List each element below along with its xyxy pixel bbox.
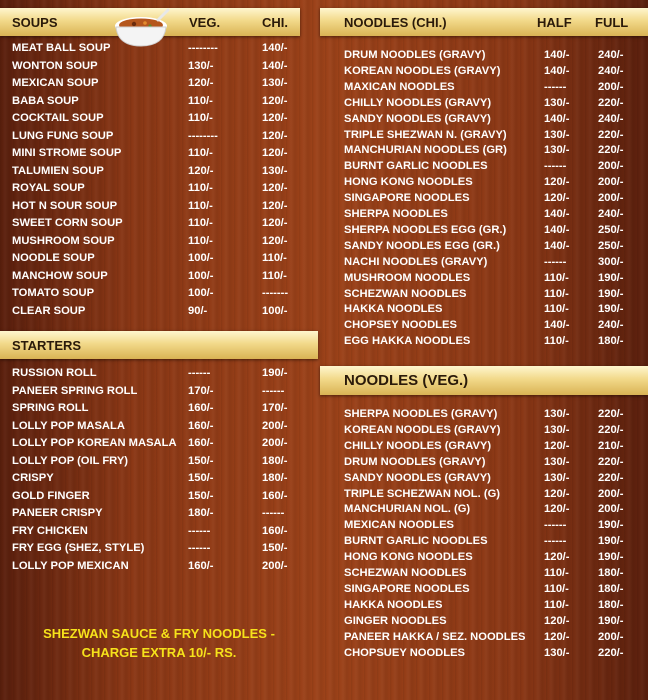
menu-item-row (0, 147, 318, 164)
menu-item-name: SHERPA NOODLES EGG (GR.) (344, 223, 507, 236)
menu-item-row (0, 165, 318, 182)
menu-item-half: 110/- (544, 303, 569, 316)
menu-item-veg: 150/- (188, 454, 214, 467)
menu-item-full: 200/- (598, 192, 624, 205)
menu-item-half: 130/- (544, 423, 570, 436)
menu-item-half: ------ (544, 255, 567, 268)
menu-item-half: 120/- (544, 503, 570, 516)
menu-item-name: PANEER SPRING ROLL (12, 384, 138, 397)
menu-item-row (318, 440, 648, 457)
starters-title: STARTERS (12, 338, 82, 353)
menu-item-half: 140/- (544, 223, 570, 236)
menu-item-name: TOMATO SOUP (12, 287, 95, 299)
menu-item-chi: 120/- (262, 129, 288, 142)
menu-item-name: HAKKA NOODLES (344, 303, 443, 316)
menu-item-half: 140/- (544, 112, 570, 125)
menu-item-name: PANEER CRISPY (12, 507, 103, 519)
menu-item-chi: ------ (262, 507, 285, 519)
menu-item-row (318, 519, 648, 536)
menu-item-row (318, 472, 648, 489)
menu-item-row (318, 65, 648, 82)
menu-item-full: 180/- (598, 582, 624, 595)
menu-item-chi: 120/- (262, 234, 288, 247)
menu-item-row (0, 385, 318, 402)
menu-item-row (318, 192, 648, 209)
menu-item-half: 120/- (544, 614, 570, 627)
menu-item-half: 120/- (544, 439, 570, 452)
menu-item-full: 240/- (598, 112, 624, 125)
menu-item-name: SANDY NOODLES EGG (GR.) (344, 239, 500, 252)
menu-item-name: SCHEZWAN NOODLES (344, 567, 467, 579)
menu-item-full: 220/- (598, 144, 624, 157)
noodles-veg-header (320, 366, 648, 395)
menu-item-full: 180/- (598, 335, 624, 348)
menu-item-veg: 120/- (188, 164, 214, 177)
menu-item-row (0, 42, 318, 59)
menu-item-veg: 180/- (188, 507, 214, 519)
menu-item-veg: 110/- (188, 234, 213, 247)
menu-item-veg: 110/- (188, 182, 213, 194)
menu-item-row (318, 335, 648, 352)
soups-title: SOUPS (12, 15, 58, 30)
menu-item-full: 220/- (598, 408, 624, 420)
menu-item-row (318, 535, 648, 552)
menu-item-name: SANDY NOODLES (GRAVY) (344, 112, 491, 125)
menu-item-chi: ------ (262, 384, 285, 397)
menu-item-full: 240/- (598, 49, 624, 61)
menu-item-row (0, 95, 318, 112)
menu-item-name: MEXICAN NOODLES (344, 519, 455, 532)
menu-item-row (318, 615, 648, 632)
menu-item-name: HOT N SOUR SOUP (12, 199, 118, 212)
menu-item-row (318, 144, 648, 161)
menu-item-full: 250/- (598, 223, 624, 236)
menu-item-half: 130/- (544, 471, 570, 484)
menu-item-name: MINI STROME SOUP (12, 147, 122, 159)
menu-item-name: KOREAN NOODLES (GRAVY) (344, 64, 501, 77)
menu-item-full: 200/- (598, 80, 624, 93)
menu-item-full: 220/- (598, 455, 624, 468)
menu-item-name: SINGAPORE NOODLES (344, 192, 470, 205)
menu-item-row (0, 217, 318, 234)
menu-item-name: RUSSION ROLL (12, 367, 97, 379)
menu-item-name: CHILLY NOODLES (GRAVY) (344, 439, 492, 452)
menu-item-chi: 130/- (262, 77, 288, 89)
note-line-1: SHEZWAN SAUCE & FRY NOODLES - (43, 626, 275, 641)
menu-item-veg: ------ (188, 524, 211, 537)
menu-item-row (318, 647, 648, 664)
menu-item-chi: 140/- (262, 59, 288, 72)
menu-item-name: TALUMIEN SOUP (12, 164, 104, 177)
menu-item-half: 130/- (544, 128, 570, 141)
menu-item-half: 130/- (544, 144, 570, 157)
menu-item-half: ------ (544, 535, 567, 548)
menu-item-chi: 160/- (262, 524, 288, 537)
menu-item-row (0, 287, 318, 304)
menu-item-full: 200/- (598, 160, 624, 173)
menu-item-full: 200/- (598, 176, 624, 189)
menu-item-name: CHOPSEY NOODLES (344, 319, 457, 332)
menu-item-half: 140/- (544, 319, 570, 332)
menu-item-name: MAXICAN NOODLES (344, 80, 455, 93)
menu-item-row (0, 490, 318, 507)
noodles-chi-title: NOODLES (CHI.) (344, 15, 447, 30)
menu-item-name: CHOPSUEY NOODLES (344, 646, 466, 659)
menu-item-name: SWEET CORN SOUP (12, 217, 123, 229)
menu-item-veg: 150/- (188, 472, 214, 484)
menu-item-name: LOLLY POP (OIL FRY) (12, 454, 129, 467)
menu-item-half: 130/- (544, 455, 570, 468)
menu-item-chi: 170/- (262, 402, 288, 414)
menu-item-veg: -------- (188, 42, 218, 54)
menu-item-name: HAKKA NOODLES (344, 598, 443, 611)
menu-item-half: 130/- (544, 646, 570, 659)
menu-item-veg: 150/- (188, 489, 214, 502)
menu-item-name: LUNG FUNG SOUP (12, 129, 114, 142)
menu-item-veg: 160/- (188, 437, 214, 449)
menu-item-full: 190/- (598, 519, 624, 532)
menu-item-full: 190/- (598, 535, 624, 548)
noodles-chi-col-full: FULL (595, 15, 629, 30)
menu-item-name: HONG KONG NOODLES (344, 176, 473, 189)
menu-item-chi: 180/- (262, 454, 288, 467)
menu-item-name: SPRING ROLL (12, 402, 89, 414)
menu-item-row (0, 182, 318, 199)
menu-item-full: 190/- (598, 271, 624, 284)
menu-item-veg: 100/- (188, 287, 214, 299)
soups-col-chi: CHI. (262, 15, 288, 30)
menu-item-name: CHILLY NOODLES (GRAVY) (344, 96, 492, 109)
menu-item-row (0, 367, 318, 384)
menu-item-name: MANCHOW SOUP (12, 269, 108, 282)
menu-item-name: MEXICAN SOUP (12, 77, 99, 89)
menu-item-row (0, 560, 318, 577)
menu-item-row (318, 599, 648, 616)
menu-item-full: 190/- (598, 303, 624, 316)
menu-item-row (0, 437, 318, 454)
menu-item-row (318, 49, 648, 66)
menu-item-name: MEAT BALL SOUP (12, 42, 111, 54)
menu-item-half: 120/- (544, 192, 570, 205)
menu-item-chi: 200/- (262, 419, 288, 432)
menu-item-chi: 120/- (262, 112, 288, 124)
menu-item-chi: 120/- (262, 147, 288, 159)
menu-item-chi: 200/- (262, 559, 288, 572)
menu-item-half: 120/- (544, 630, 570, 643)
menu-item-name: MUSHROOM NOODLES (344, 271, 471, 284)
menu-item-half: 120/- (544, 487, 570, 500)
menu-item-full: 240/- (598, 208, 624, 220)
menu-item-row (0, 472, 318, 489)
menu-item-full: 300/- (598, 255, 624, 268)
menu-item-name: GINGER NOODLES (344, 614, 447, 627)
menu-item-name: LOLLY POP KOREAN MASALA (12, 437, 177, 449)
menu-item-veg: 120/- (188, 77, 214, 89)
menu-item-full: 220/- (598, 471, 624, 484)
menu-item-half: 110/- (544, 582, 569, 595)
menu-item-half: 130/- (544, 408, 570, 420)
menu-item-chi: 110/- (262, 252, 287, 264)
menu-item-name: MANCHURIAN NOODLES (GR) (344, 144, 507, 157)
menu-item-row (318, 303, 648, 320)
menu-item-half: 120/- (544, 551, 570, 564)
menu-item-row (0, 507, 318, 524)
menu-item-row (318, 631, 648, 648)
menu-item-chi: 200/- (262, 437, 288, 449)
menu-item-veg: 110/- (188, 94, 213, 107)
menu-item-row (0, 252, 318, 269)
menu-item-full: 220/- (598, 423, 624, 436)
menu-item-full: 250/- (598, 239, 624, 252)
menu-item-chi: 140/- (262, 42, 288, 54)
menu-item-veg: 160/- (188, 559, 214, 572)
menu-item-row (318, 176, 648, 193)
menu-item-half: 140/- (544, 239, 570, 252)
menu-item-veg: 160/- (188, 402, 214, 414)
menu-item-row (318, 224, 648, 241)
menu-item-row (318, 97, 648, 114)
noodles-chi-header (320, 8, 648, 36)
menu-item-chi: 120/- (262, 182, 288, 194)
menu-item-chi: 160/- (262, 489, 288, 502)
menu-item-chi: ------- (262, 287, 289, 299)
menu-item-name: NOODLE SOUP (12, 252, 95, 264)
menu-item-half: 110/- (544, 287, 569, 300)
menu-item-full: 200/- (598, 487, 624, 500)
menu-item-veg: 110/- (188, 112, 213, 124)
menu-item-name: LOLLY POP MASALA (12, 419, 125, 432)
menu-item-name: TRIPLE SHEZWAN N. (GRAVY) (344, 128, 507, 141)
menu-item-row (318, 272, 648, 289)
menu-item-veg: 110/- (188, 199, 213, 212)
menu-item-name: TRIPLE SCHEZWAN NOL. (G) (344, 487, 500, 500)
menu-item-name: COCKTAIL SOUP (12, 112, 104, 124)
menu-item-half: 120/- (544, 176, 570, 189)
menu-item-row (0, 420, 318, 437)
note-line-2: CHARGE EXTRA 10/- RS. (81, 645, 237, 660)
menu-item-name: MUSHROOM SOUP (12, 234, 115, 247)
menu-item-name: BURNT GARLIC NOODLES (344, 160, 488, 173)
menu-item-veg: ------ (188, 542, 211, 554)
menu-item-full: 210/- (598, 439, 624, 452)
menu-item-name: KOREAN NOODLES (GRAVY) (344, 423, 501, 436)
menu-item-name: NACHI NOODLES (GRAVY) (344, 255, 488, 268)
menu-item-veg: ------ (188, 367, 211, 379)
menu-item-row (318, 208, 648, 225)
menu-item-full: 200/- (598, 503, 624, 516)
menu-item-row (0, 542, 318, 559)
menu-item-chi: 100/- (262, 304, 288, 317)
menu-item-name: BABA SOUP (12, 94, 79, 107)
menu-item-name: HONG KONG NOODLES (344, 551, 473, 564)
menu-item-row (318, 160, 648, 177)
menu-item-half: 110/- (544, 271, 569, 284)
noodles-veg-title: NOODLES (VEG.) (344, 372, 469, 389)
starters-header (0, 331, 318, 359)
menu-item-chi: 120/- (262, 94, 288, 107)
menu-item-row (318, 567, 648, 584)
noodles-chi-col-half: HALF (537, 15, 572, 30)
menu-item-name: GOLD FINGER (12, 489, 90, 502)
menu-item-veg: 100/- (188, 252, 214, 264)
menu-item-row (0, 270, 318, 287)
menu-item-row (0, 77, 318, 94)
menu-item-chi: 150/- (262, 542, 288, 554)
menu-item-name: SCHEZWAN NOODLES (344, 287, 467, 300)
menu-item-full: 240/- (598, 64, 624, 77)
menu-item-half: ------ (544, 80, 567, 93)
menu-item-name: MANCHURIAN NOL. (G) (344, 503, 471, 516)
menu-item-full: 220/- (598, 128, 624, 141)
menu-item-name: WONTON SOUP (12, 59, 98, 72)
menu-item-row (0, 112, 318, 129)
menu-item-name: SHERPA NOODLES (GRAVY) (344, 408, 498, 420)
menu-item-row (318, 240, 648, 257)
menu-item-veg: -------- (188, 129, 218, 142)
menu-item-full: 190/- (598, 614, 624, 627)
menu-item-full: 190/- (598, 287, 624, 300)
menu-item-row (0, 455, 318, 472)
menu-item-veg: 160/- (188, 419, 214, 432)
soups-col-veg: VEG. (189, 15, 221, 30)
menu-item-row (0, 402, 318, 419)
menu-item-row (0, 200, 318, 217)
menu-item-row (0, 305, 318, 322)
menu-item-full: 240/- (598, 319, 624, 332)
menu-item-full: 180/- (598, 567, 624, 579)
menu-item-half: 140/- (544, 49, 570, 61)
menu-item-half: 130/- (544, 96, 570, 109)
menu-item-veg: 110/- (188, 147, 213, 159)
menu-item-chi: 190/- (262, 367, 288, 379)
menu-item-row (318, 456, 648, 473)
menu-item-name: BURNT GARLIC NOODLES (344, 535, 488, 548)
menu-item-veg: 100/- (188, 269, 214, 282)
menu-item-row (318, 551, 648, 568)
menu-item-row (318, 424, 648, 441)
menu-item-half: 140/- (544, 208, 570, 220)
menu-item-row (318, 583, 648, 600)
menu-item-name: DRUM NOODLES (GRAVY) (344, 455, 486, 468)
menu-item-full: 180/- (598, 598, 624, 611)
menu-item-chi: 120/- (262, 199, 288, 212)
menu-item-half: 140/- (544, 64, 570, 77)
menu-item-chi: 130/- (262, 164, 288, 177)
menu-item-full: 200/- (598, 630, 624, 643)
menu-item-half: 110/- (544, 335, 569, 348)
menu-item-name: CLEAR SOUP (12, 304, 86, 317)
menu-item-row (318, 81, 648, 98)
menu-item-veg: 110/- (188, 217, 213, 229)
menu-item-full: 220/- (598, 646, 624, 659)
menu-item-name: LOLLY POP MEXICAN (12, 559, 129, 572)
menu-item-name: DRUM NOODLES (GRAVY) (344, 49, 486, 61)
menu-item-name: ROYAL SOUP (12, 182, 85, 194)
menu-item-name: SINGAPORE NOODLES (344, 582, 470, 595)
menu-item-row (318, 408, 648, 425)
menu-item-name: FRY CHICKEN (12, 524, 88, 537)
menu-item-row (318, 319, 648, 336)
menu-item-chi: 120/- (262, 217, 288, 229)
menu-item-full: 220/- (598, 96, 624, 109)
menu-item-half: 110/- (544, 598, 569, 611)
menu-item-row (318, 113, 648, 130)
menu-item-half: ------ (544, 519, 567, 532)
menu-item-row (318, 256, 648, 273)
menu-item-half: ------ (544, 160, 567, 173)
menu-item-row (0, 130, 318, 147)
menu-item-half: 110/- (544, 567, 569, 579)
menu-item-name: FRY EGG (SHEZ, STYLE) (12, 542, 145, 554)
menu-item-name: PANEER HAKKA / SEZ. NOODLES (344, 630, 526, 643)
menu-item-row (0, 60, 318, 77)
menu-item-row (0, 235, 318, 252)
menu-item-row (318, 488, 648, 505)
menu-item-name: EGG HAKKA NOODLES (344, 335, 471, 348)
menu-item-row (318, 129, 648, 146)
menu-item-full: 190/- (598, 551, 624, 564)
menu-item-chi: 180/- (262, 472, 288, 484)
menu-item-chi: 110/- (262, 269, 287, 282)
menu-item-row (0, 525, 318, 542)
menu-item-name: SHERPA NOODLES (344, 208, 448, 220)
menu-item-name: CRISPY (12, 472, 54, 484)
menu-item-name: SANDY NOODLES (GRAVY) (344, 471, 491, 484)
menu-item-veg: 130/- (188, 59, 214, 72)
menu-item-row (318, 503, 648, 520)
menu-item-row (318, 288, 648, 305)
menu-item-veg: 90/- (188, 304, 208, 317)
menu-item-veg: 170/- (188, 384, 214, 397)
